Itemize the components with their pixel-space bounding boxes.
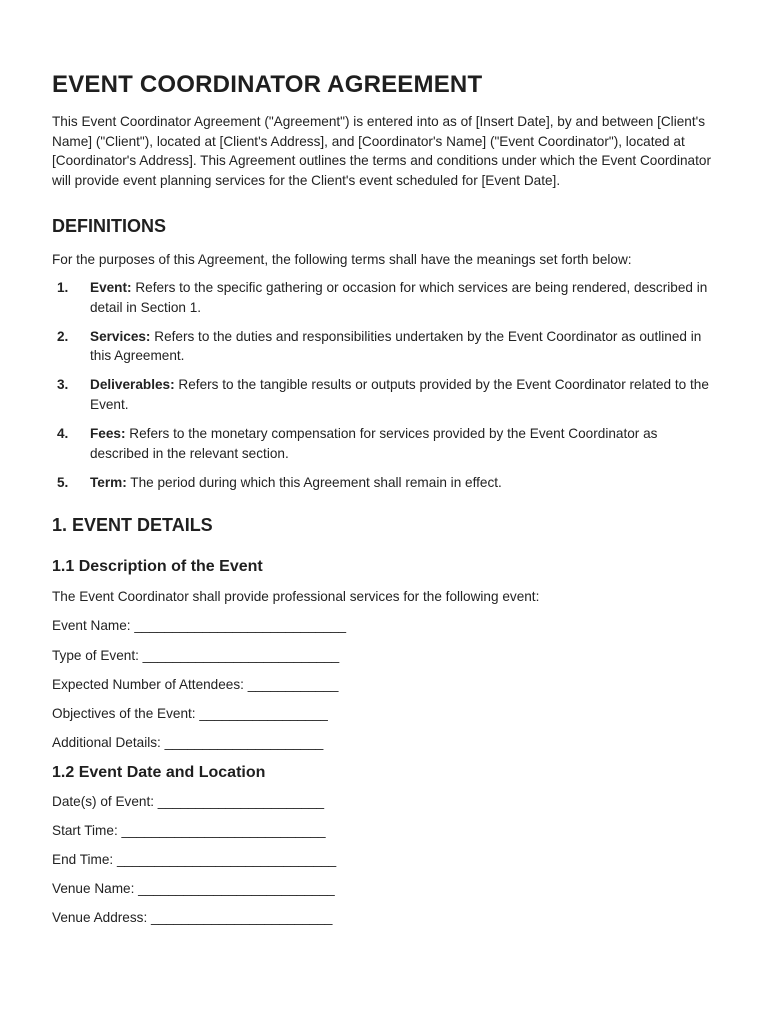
date-location-heading: 1.2 Event Date and Location	[52, 763, 266, 781]
definition-number: 2.	[57, 328, 69, 344]
definition-number: 4.	[57, 426, 69, 442]
venue-address-field: Venue Address: ________________________	[52, 910, 333, 926]
definition-item	[52, 424, 718, 463]
definition-term: Deliverables:	[90, 377, 175, 393]
definition-number: 1.	[57, 279, 69, 295]
definition-number: 3.	[57, 377, 69, 393]
description-heading: 1.1 Description of the Event	[52, 558, 263, 576]
event-details-heading: 1. EVENT DETAILS	[52, 515, 213, 536]
start-time-field: Start Time: ___________________________	[52, 822, 326, 838]
definitions-lead: For the purposes of this Agreement, the following terms shall have the meanings set forth below:	[52, 252, 632, 268]
event-dates-field: Date(s) of Event: ______________________	[52, 793, 325, 809]
definition-text: Refers to the monetary compensation for services provided by the Event Coordinator as described in the relevant section.	[90, 426, 658, 461]
definition-item	[52, 278, 718, 317]
event-type-field: Type of Event: __________________________	[52, 647, 340, 663]
definition-number: 5.	[57, 474, 69, 490]
description-lead: The Event Coordinator shall provide professional services for the following event:	[52, 589, 540, 605]
definitions-heading: DEFINITIONS	[52, 216, 167, 237]
definition-term: Term:	[90, 474, 127, 490]
definition-item	[52, 473, 718, 493]
document-title: EVENT COORDINATOR AGREEMENT	[52, 71, 483, 98]
definition-text: Refers to the tangible results or outputs provided by the Event Coordinator related to the Event.	[90, 377, 709, 412]
definition-item	[52, 327, 718, 366]
venue-name-field: Venue Name: __________________________	[52, 881, 335, 897]
definition-term: Event:	[90, 279, 132, 295]
end-time-field: End Time: _____________________________	[52, 852, 337, 868]
definition-text: Refers to the duties and responsibilities undertaken by the Event Coordinator as outlined in this Agreement.	[90, 328, 702, 364]
definition-term: Services:	[90, 328, 151, 344]
definition-text: The period during which this Agreement shall remain in effect.	[126, 474, 502, 490]
attendees-field: Expected Number of Attendees: ____________	[52, 676, 339, 692]
intro-paragraph: This Event Coordinator Agreement ("Agreement") is entered into as of [Insert Date], by and between [Client's Name] ("Client"), located at [Client's Address], and [Coordinator's Name] ("Event Coordinator"), located at [Coordinator's Address]. This Agreement outlines the terms and conditions under which the Event Coordinator will provide event planning services for the Client's event scheduled for [Event Date].	[52, 114, 711, 188]
additional-details-field: Additional Details: _____________________	[52, 734, 324, 750]
definitions-list	[52, 278, 718, 492]
definition-item	[52, 375, 718, 414]
definition-term: Fees:	[90, 426, 126, 442]
definition-text: Refers to the specific gathering or occasion for which services are being rendered, described in detail in Section 1.	[90, 279, 708, 315]
event-name-field: Event Name: ____________________________	[52, 618, 347, 634]
objectives-field: Objectives of the Event: _________________	[52, 705, 328, 721]
